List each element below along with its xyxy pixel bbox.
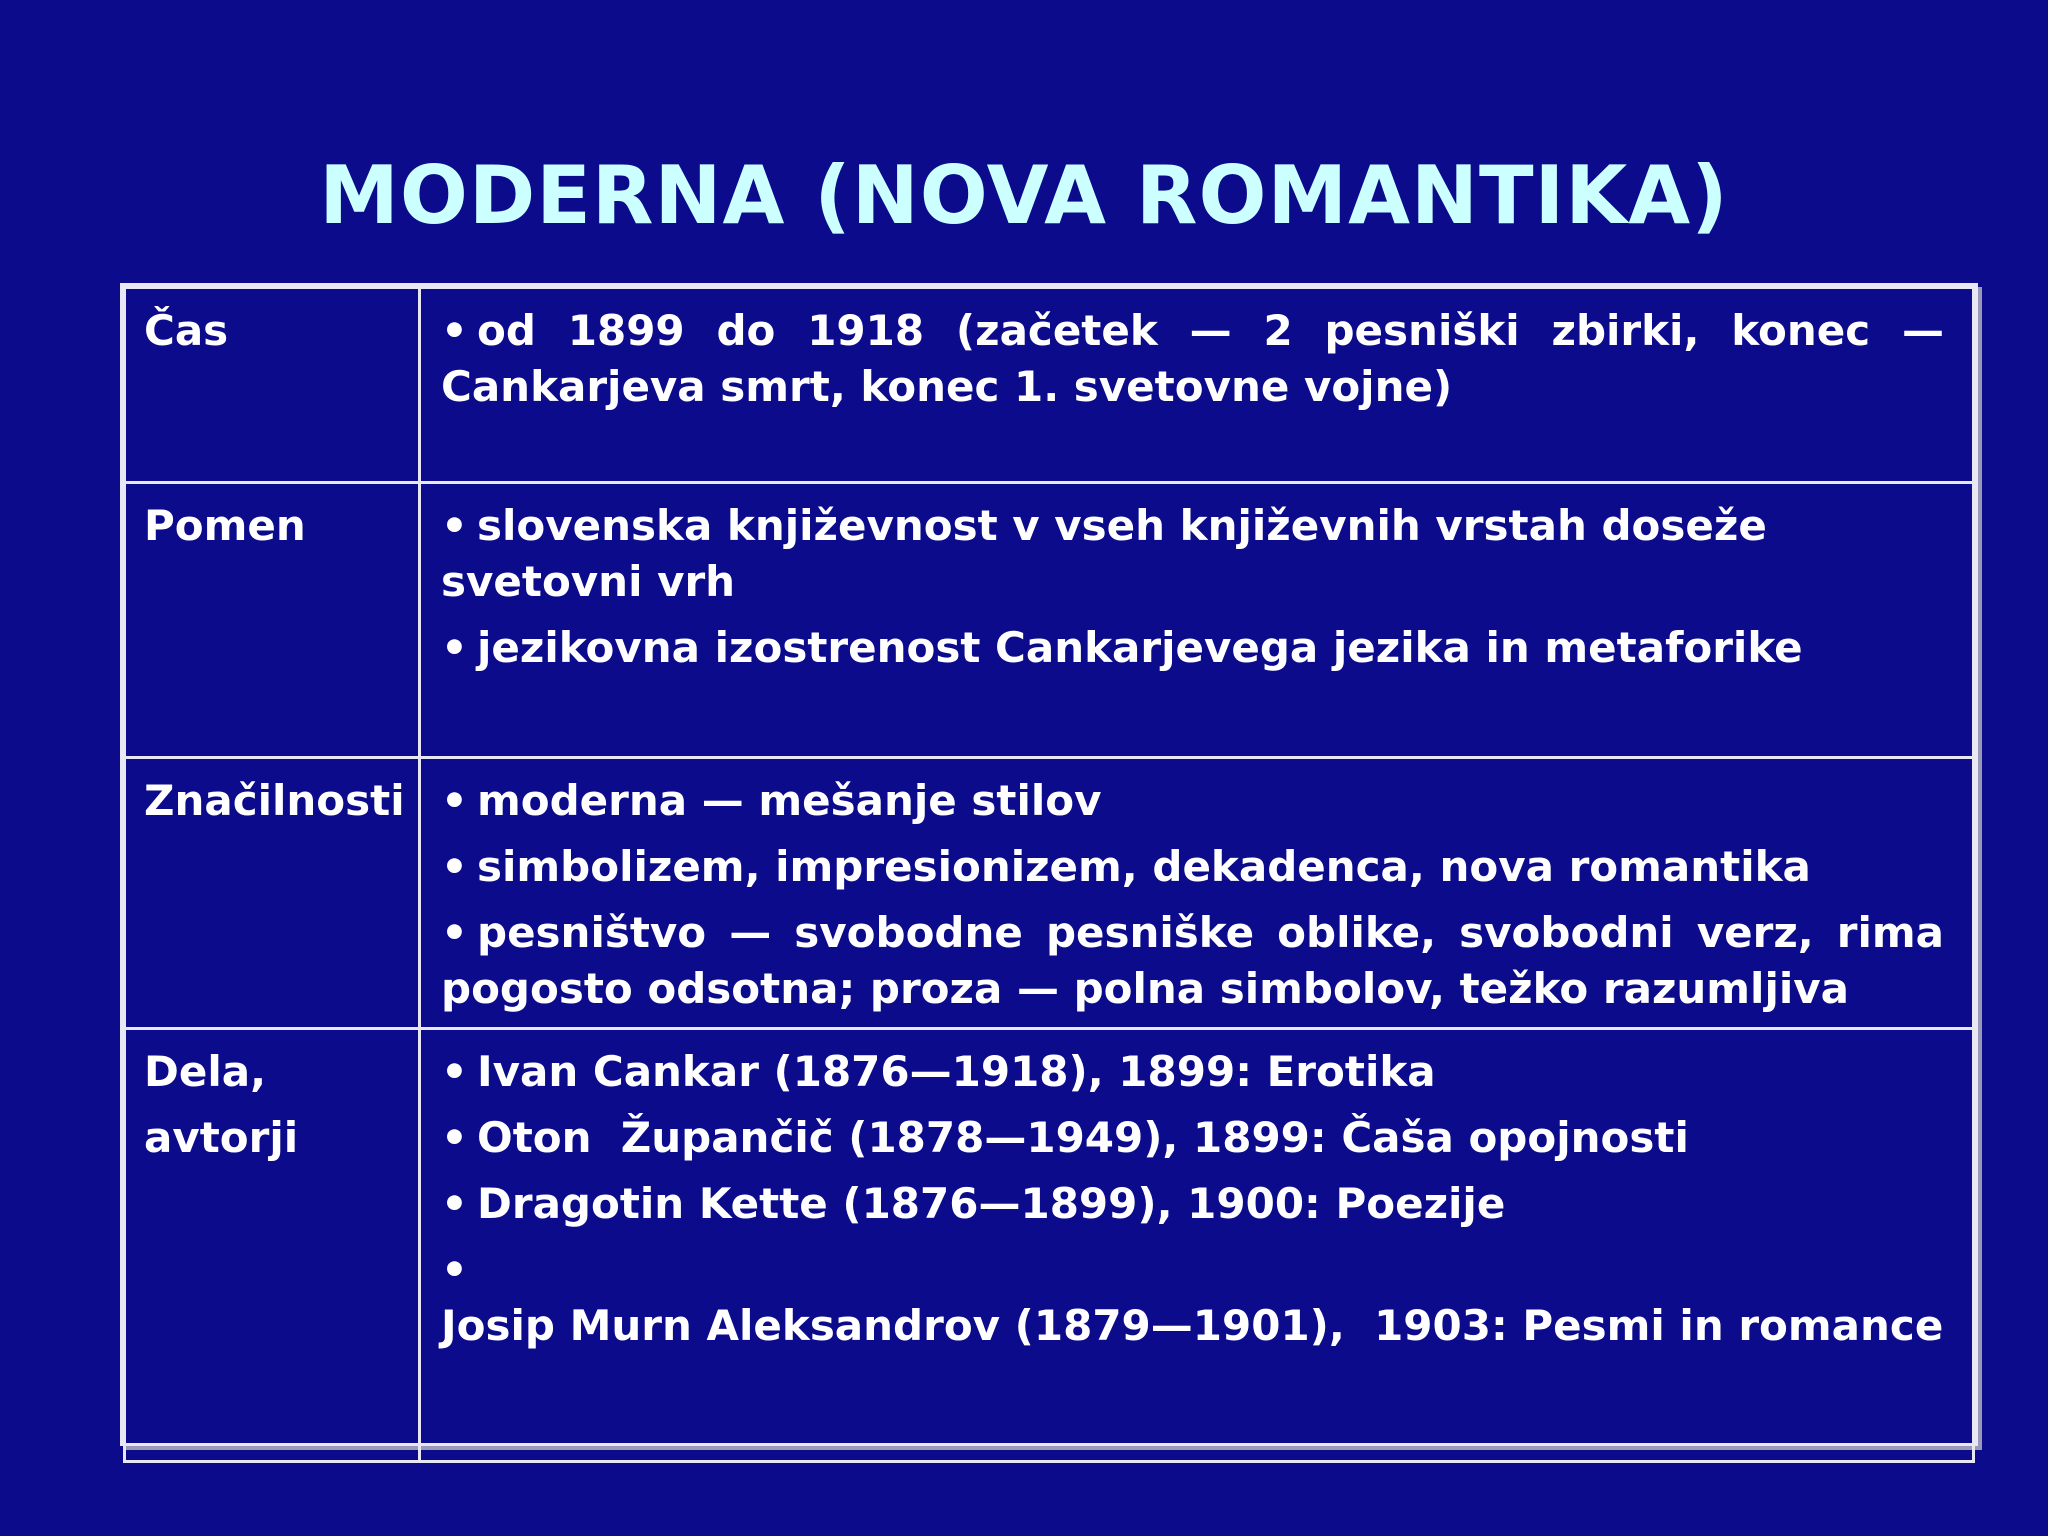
- bullet-item: [441, 1110, 1944, 1166]
- bullet-item: [441, 303, 1944, 415]
- table-row-cas: [125, 288, 1974, 483]
- bullet-item: [441, 498, 1944, 610]
- bullet-text: moderna — mešanje stilov: [477, 776, 1102, 825]
- row-label-cas: Čas: [125, 288, 420, 483]
- bullet-item: [441, 620, 1944, 676]
- bullet-marker: •: [441, 1245, 468, 1294]
- bullet-text: slovenska književnost v vseh književnih vrstah doseže svetovni vrh: [441, 501, 1767, 606]
- bullet-marker: •: [441, 776, 468, 825]
- row-content-dela: [420, 1029, 1974, 1462]
- row-content-pomen: [420, 483, 1974, 758]
- row-label-line: Dela,: [144, 1047, 267, 1096]
- bullet-item: [441, 1044, 1944, 1100]
- bullet-marker: •: [441, 1179, 468, 1228]
- bullet-text: Dragotin Kette (1876—1899), 1900: Poezije: [477, 1179, 1506, 1228]
- table-row-dela: [125, 1029, 1974, 1462]
- bullet-item: [441, 1242, 1944, 1354]
- bullet-item: [441, 1176, 1944, 1232]
- bullet-text: jezikovna izostrenost Cankarjevega jezika in metaforike: [477, 623, 1803, 672]
- table-row-pomen: [125, 483, 1974, 758]
- bullet-item: [441, 773, 1944, 829]
- bullet-marker: •: [441, 306, 468, 355]
- bullet-text: Josip Murn Aleksandrov (1879—1901), 1903: Pesmi in romance: [441, 1301, 1944, 1350]
- bullet-text: simbolizem, impresionizem, dekadenca, nova romantika: [477, 842, 1811, 891]
- bullet-marker: •: [441, 1113, 468, 1162]
- row-label-line: avtorji: [144, 1113, 299, 1162]
- bullet-text: pesništvo — svobodne pesniške oblike, svobodni verz, rima pogosto odsotna; proza — polna simbolov, težko razumljiva: [441, 908, 1944, 1013]
- bullet-marker: •: [441, 908, 468, 957]
- row-content-znacilnosti: [420, 758, 1974, 1029]
- table-row-znacilnosti: [125, 758, 1974, 1029]
- row-label-znacilnosti: Značilnosti: [125, 758, 420, 1029]
- bullet-item: [441, 905, 1944, 1017]
- info-table: [120, 283, 1978, 1446]
- row-label-pomen: Pomen: [125, 483, 420, 758]
- row-content-cas: [420, 288, 1974, 483]
- row-label-dela: [125, 1029, 420, 1462]
- bullet-marker: •: [441, 842, 468, 891]
- bullet-text: od 1899 do 1918 (začetek — 2 pesniški zbirki, konec — Cankarjeva smrt, konec 1. svetovne vojne): [441, 306, 1944, 411]
- bullet-marker: •: [441, 623, 468, 672]
- bullet-marker: •: [441, 1047, 468, 1096]
- slide-title: MODERNA (NOVA ROMANTIKA): [319, 149, 1729, 242]
- bullet-item: [441, 839, 1944, 895]
- bullet-text: Oton Župančič (1878—1949), 1899: Čaša opojnosti: [477, 1113, 1689, 1162]
- bullet-marker: •: [441, 501, 468, 550]
- bullet-text: Ivan Cankar (1876—1918), 1899: Erotika: [477, 1047, 1436, 1096]
